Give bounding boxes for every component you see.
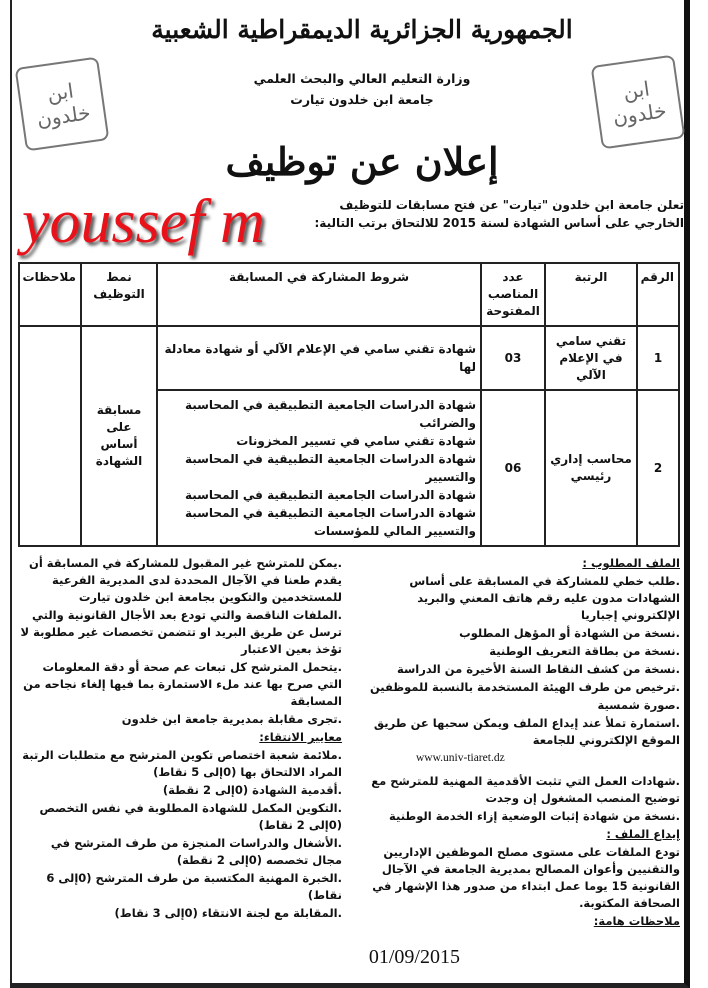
university-name: جامعة ابن خلدون تيارت xyxy=(290,92,434,107)
file-item: .صورة شمسية xyxy=(597,698,680,712)
row-number: 1 xyxy=(637,326,679,390)
file-heading: الملف المطلوب : xyxy=(582,556,680,570)
note-item: .تجرى مقابلة بمديرية جامعة ابن خلدون xyxy=(121,712,342,726)
row-grade: محاسب إداري رئيسي xyxy=(545,390,637,546)
announcement-title: إعلان عن توظيف xyxy=(225,139,499,184)
header-count: عدد المناصب المفتوحة xyxy=(481,263,545,326)
notes-heading: ملاحظات هامة: xyxy=(593,914,680,928)
website-link[interactable]: www.univ-tiaret.dz xyxy=(416,752,505,764)
criteria-item: .الأشغال والدراسات المنجزة من طرف المترشح في مجال تخصصه (0إلى 2 نقطة) xyxy=(50,836,342,867)
criteria-item: .الخبرة المهنية المكتسبة من طرف المترشح (0إلى 6 نقاط) xyxy=(46,871,342,902)
row-number: 2 xyxy=(637,390,679,546)
table-header-row xyxy=(19,263,679,326)
header-notes: ملاحظات xyxy=(19,263,81,326)
header-grade: الرتبة xyxy=(545,263,637,326)
condition-item: شهادة الدراسات الجامعية التطبيقية في المحاسبة والتسيير المالي للمؤسسات xyxy=(184,506,476,538)
criteria-item: .المقابلة مع لجنة الانتقاء (0إلى 3 نقاط) xyxy=(114,906,342,920)
ministry-name: وزارة التعليم العالي والبحث العلمي xyxy=(253,71,471,86)
notes-criteria-column xyxy=(18,555,342,931)
note-item: .الملفات الناقصة والتي تودع بعد الأجال القانونية والتي ترسل عن طريق البريد او تتضمن تخصصات غير مطلوبة لا تؤخذ بعين الاعتبار xyxy=(20,608,342,656)
header-number: الرقم xyxy=(637,263,679,326)
page-frame xyxy=(10,0,690,988)
criteria-item: .التكوين المكمل للشهادة المطلوبة في نفس التخصص (0إلى 2 نقاط) xyxy=(39,801,342,832)
row-conditions xyxy=(157,390,481,546)
university-logo-right: ابن خلدون xyxy=(591,55,686,150)
ministry-heading xyxy=(222,68,502,110)
row-count: 03 xyxy=(481,326,545,390)
file-item: .نسخة من كشف النقاط السنة الأخيرة من الدراسة xyxy=(396,662,680,676)
table-row xyxy=(19,326,679,390)
required-file-column xyxy=(356,555,680,931)
file-item: .ترخيص من طرف الهيئة المستخدمة بالنسبة للموظفين xyxy=(369,680,680,694)
criteria-item: .أقدمية الشهادة (0إلى 2 نقطة) xyxy=(162,783,342,797)
republic-heading: الجمهورية الجزائرية الديمقراطية الشعبية xyxy=(151,15,573,44)
file-item: .نسخة من بطاقة التعريف الوطنية xyxy=(489,644,680,658)
file-item: .نسخة من شهادة إثبات الوضعية إزاء الخدمة الوطنية xyxy=(389,809,680,823)
condition-item: شهادة الدراسات الجامعية التطبيقية في المحاسبة والضرائب xyxy=(184,398,476,430)
positions-table xyxy=(18,262,680,547)
condition-item: شهادة الدراسات الجامعية التطبيقية في المحاسبة والتسيير xyxy=(184,452,476,484)
publication-date: 01/09/2015 xyxy=(368,946,460,968)
note-item: .يتحمل المترشح كل تبعات عم صحة أو دقة المعلومات التي صرح بها عند ملء الاستمارة بما فيها إلغاء نجاحه من المسابقة xyxy=(23,660,342,708)
intro-text: تعلن جامعة ابن خلدون "تيارت" عن فتح مسابقات للتوظيف الخارجي على أساس الشهادة لسنة 2015 للالتحاق برتب التالية: xyxy=(314,198,684,230)
recruitment-mode: مسابقة على أساس الشهادة xyxy=(81,326,157,546)
condition-item: شهادة الدراسات الجامعية التطبيقية في المحاسبة xyxy=(184,488,476,502)
row-grade: تقني سامي في الإعلام الآلي xyxy=(545,326,637,390)
details-columns xyxy=(18,555,680,931)
header-mode: نمط التوظيف xyxy=(81,263,157,326)
file-item: .استمارة تملأ عند إيداع الملف ويمكن سحبها عن طريق الموقع الإلكتروني للجامعة xyxy=(373,716,680,747)
condition-item: شهادة تقني سامي في تسيير المخزونات xyxy=(236,434,476,448)
header-conditions: شروط المشاركة في المسابقة xyxy=(157,263,481,326)
file-item: .شهادات العمل التي تثبت الأقدمية المهنية للمترشح مع توضيح المنصب المشغول إن وجدت xyxy=(371,774,680,805)
file-item: .طلب خطي للمشاركة في المسابقة على أساس الشهادات مدون عليه رقم هاتف المعني والبريد الإلكتروني إجباريا xyxy=(409,574,680,622)
row-count: 06 xyxy=(481,390,545,546)
deposit-text: تودع الملفات على مستوى مصلح الموظفين الإداريين والتقنيين وأعوان المصالح بمديرية الجامعة في الآجال القانونية 15 يوما عمل ابتداء من صدور هذا الإشهار في الصحافة المكتوبة. xyxy=(372,845,680,910)
university-logo-left: ابن خلدون xyxy=(15,57,110,152)
file-item: .نسخة من الشهادة أو المؤهل المطلوب xyxy=(459,626,680,640)
criteria-item: .ملائمة شعبة اختصاص تكوين المترشح مع متطلبات الرتبة المراد الالتحاق بها (0إلى 5 نقاط) xyxy=(22,748,342,779)
row-conditions: شهادة تقني سامي في الإعلام الآلي أو شهادة معادلة لها xyxy=(157,326,481,390)
watermark: youssef m xyxy=(22,188,265,256)
deposit-heading: إيداع الملف : xyxy=(606,827,680,841)
notes-cell xyxy=(19,326,81,546)
note-item: .يمكن للمترشح غير المقبول للمشاركة في المسابقة أن يقدم طعنا في الآجال المحددة لدى المديرية الفرعية للمستخدمين والتكوين بجامعة ابن خلدون تيارت xyxy=(29,556,342,604)
criteria-heading: معايير الانتقاء: xyxy=(259,730,342,744)
